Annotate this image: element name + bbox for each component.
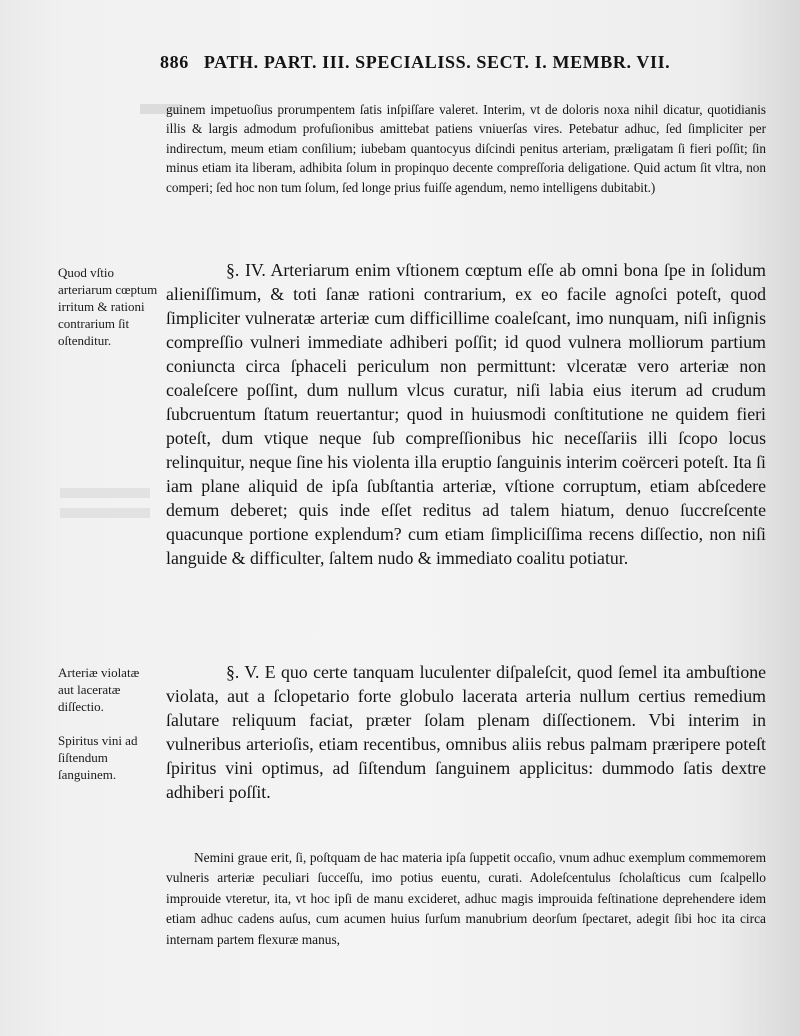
margin-note-2 xyxy=(58,664,158,715)
intro-paragraph xyxy=(166,100,766,197)
running-header xyxy=(160,52,670,73)
bleed-through-mark xyxy=(60,508,150,518)
header-title: PATH. PART. III. SPECIALISS. SECT. I. MEMBR. VII. xyxy=(203,52,671,72)
margin-note-text: Arteriæ violatæ aut laceratæ diſſectio. xyxy=(58,665,140,714)
margin-note-3 xyxy=(58,732,158,783)
example-text: Nemini graue erit, ſi, poſtquam de hac materia ipſa ſuppetit occaſio, vnum adhuc exemplum commemorem vulneris arteriæ peculiari ſucceſſu, imo potius euentu, curati. Adoleſcentulus ſcholaſticus cum ſcalpello improuide vteretur, ita, vt hoc ipſi de manu excideret, adhuc magis improuida feſtinatione deprehendere idem etiam adhuc cadens auſus, cum acumen huius ſurſum manubrium deorſum ſpectaret, adegit ſibi hoc ita circa internam partem flexuræ manus, xyxy=(166,850,766,947)
example-paragraph xyxy=(166,848,766,950)
section-v-paragraph xyxy=(166,660,766,804)
margin-note-1 xyxy=(58,264,158,349)
page-number: 886 xyxy=(160,52,189,72)
section-iv xyxy=(166,258,766,570)
margin-note-text: Spiritus vini ad ſiſtendum ſanguinem. xyxy=(58,733,138,782)
section-v-text: E quo certe tanquam luculenter diſpaleſcit, quod ſemel ita ambuſtione violata, aut a ſclopetario forte globulo lacerata arteria nullum certius remedium ſalutare reliquum faciat, præter ſolam plenam diſſectionem. Vbi interim in vulneribus arterioſis, etiam recentibus, omnibus aliis rebus palmam præripere poteſt ſpiritus vini optimus, ad ſiſtendum ſanguinem applicitus: dummodo ſatis dextre adhiberi poſſit. xyxy=(166,662,766,802)
intro-text: guinem impetuoſius prorumpentem ſatis inſpiſſare valeret. Interim, vt de doloris noxa nihil dicatur, quotidianis illis & largis admodum profuſionibus amittebat patiens vniuerſas vires. Petebatur adhuc, ſed ſimpliciter per indirectum, meum etiam conſilium; iubebam quantocyus diſcindi penitus arteriam, præligatam ſi fieri poſſit; ſin minus etiam ita liberam, adhibita ſolum in propinquo decente compreſſoria deligatione. Quid actum ſit vltra, non comperi; ſed hoc non tum ſolum, ſed longe prius fuiſſe agendum, nemo intelligens dubitabit.) xyxy=(166,102,766,195)
section-v-heading: §. V. xyxy=(226,662,260,682)
section-iv-heading: §. IV. xyxy=(226,260,266,280)
section-iv-text: Arteriarum enim vſtionem cœptum eſſe ab omni bona ſpe in ſolidum alieniſſimum, & toti ſanæ rationi contrarium, ex eo facile agnoſci poteſt, quod ſimpliciter vulneratæ arteriæ cum difficillime coaleſcant, imo nunquam, niſi inſignis compreſſio vulneri immediate adhiberi poſſit; id quod vulnera molliorum partium coniuncta circa ſphaceli periculum non permittunt: vlceratæ vero arteriæ non coaleſcere poſſint, dum nullum vlcus curatur, niſi labia eius iterum ad crudum ſubcruentum ſtatum reuertantur; quod in huiusmodi conſtitutione ne quidem fieri poteſt, dum vtique neque ſub compreſſionibus hic neceſſariis illi ſcopo locus relinquitur, neque ſine his violenta illa eruptio ſanguinis interim coërceri poteſt. Ita ſi iam plane aliquid de ipſa ſubſtantia arteriæ, vſtione corruptum, etiam abſcedere demum deberet; quis inde eſſet reditus ad talem hiatum, denuo ſuccreſcente quacunque portione explendum? cum etiam ſimpliciſſima recens diſſectio, non niſi languide & difficulter, ſaltem nudo & immediato coalitu potiatur. xyxy=(166,260,766,568)
margin-note-text: Quod vſtio arteriarum cœptum irritum & rationi contrarium ſit oſtenditur. xyxy=(58,265,158,348)
example-paragraph-body xyxy=(166,848,766,950)
section-iv-paragraph xyxy=(166,258,766,570)
bleed-through-mark xyxy=(60,488,150,498)
section-v xyxy=(166,660,766,804)
